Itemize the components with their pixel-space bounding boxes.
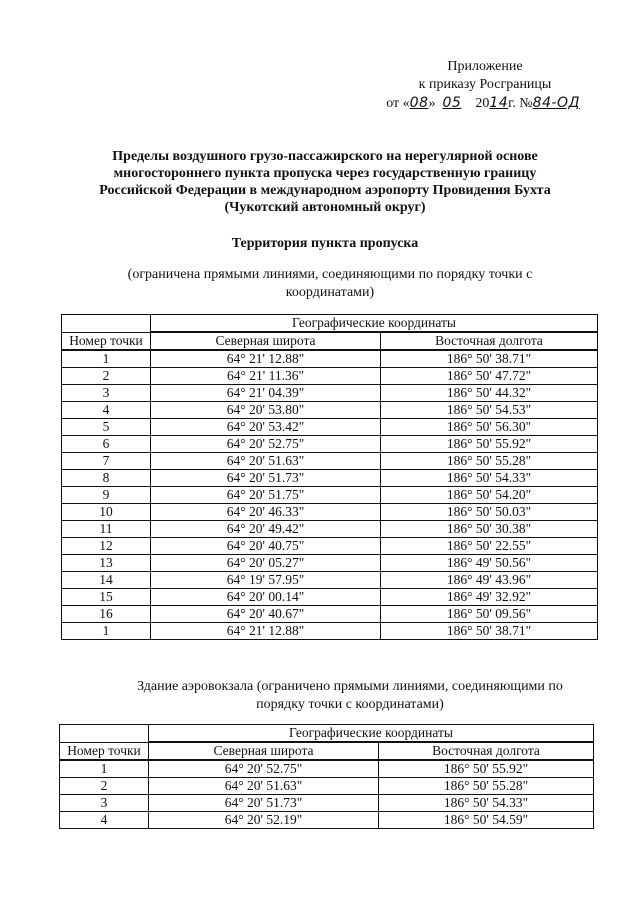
latitude-cell: 64° 20' 00.14" bbox=[151, 589, 381, 606]
longitude-cell: 186° 49' 43.96" bbox=[381, 572, 598, 589]
table-row bbox=[62, 538, 598, 555]
latitude-cell: 64° 19' 57.95" bbox=[151, 572, 381, 589]
territory-note bbox=[95, 266, 565, 302]
latitude-cell: 64° 20' 53.42" bbox=[151, 419, 381, 436]
point-number-cell: 4 bbox=[60, 812, 149, 829]
table-row bbox=[62, 623, 598, 640]
longitude-cell: 186° 50' 22.55" bbox=[381, 538, 598, 555]
longitude-cell: 186° 50' 55.92" bbox=[381, 436, 598, 453]
longitude-cell: 186° 50' 44.32" bbox=[381, 385, 598, 402]
note-line: порядку точки с координатами) bbox=[256, 697, 444, 712]
point-number-cell: 9 bbox=[62, 487, 151, 504]
latitude-cell: 64° 20' 51.73" bbox=[149, 795, 379, 812]
point-number-cell: 1 bbox=[62, 350, 151, 368]
point-number-cell: 5 bbox=[62, 419, 151, 436]
latitude-cell: 64° 20' 05.27" bbox=[151, 555, 381, 572]
handwritten-year: 14 bbox=[489, 95, 509, 111]
date-prefix: от « bbox=[386, 96, 410, 111]
year-prefix: 20 bbox=[475, 96, 490, 111]
column-header-longitude: Восточная долгота bbox=[379, 742, 594, 760]
date-mid: » bbox=[428, 96, 436, 111]
longitude-cell: 186° 50' 30.38" bbox=[381, 521, 598, 538]
latitude-cell: 64° 20' 49.42" bbox=[151, 521, 381, 538]
longitude-cell: 186° 50' 54.53" bbox=[381, 402, 598, 419]
table-row bbox=[62, 350, 598, 368]
point-number-cell: 3 bbox=[62, 385, 151, 402]
appendix-header bbox=[360, 58, 610, 113]
point-number-cell: 15 bbox=[62, 589, 151, 606]
note-line: Здание аэровокзала (ограничено прямыми линиями, соединяющими по bbox=[137, 679, 563, 694]
appendix-order-ref: к приказу Росграницы bbox=[418, 77, 552, 92]
latitude-cell: 64° 20' 40.75" bbox=[151, 538, 381, 555]
table-body bbox=[60, 760, 594, 829]
latitude-cell: 64° 20' 51.73" bbox=[151, 470, 381, 487]
handwritten-month: 05 bbox=[442, 95, 462, 111]
table-row bbox=[62, 504, 598, 521]
table-row bbox=[60, 795, 594, 812]
table-row bbox=[62, 368, 598, 385]
point-number-cell: 2 bbox=[60, 778, 149, 795]
longitude-cell: 186° 50' 54.20" bbox=[381, 487, 598, 504]
column-header-point: Номер точки bbox=[62, 332, 151, 350]
point-number-cell: 10 bbox=[62, 504, 151, 521]
column-header-point: Номер точки bbox=[60, 742, 149, 760]
territory-coordinates-table bbox=[61, 314, 598, 640]
table-row bbox=[62, 402, 598, 419]
note-line: координатами) bbox=[285, 285, 375, 300]
longitude-cell: 186° 50' 55.28" bbox=[381, 453, 598, 470]
table-row bbox=[62, 487, 598, 504]
longitude-cell: 186° 50' 55.28" bbox=[379, 778, 594, 795]
handwritten-day: 08 bbox=[409, 95, 429, 111]
latitude-cell: 64° 20' 52.19" bbox=[149, 812, 379, 829]
latitude-cell: 64° 20' 52.75" bbox=[149, 760, 379, 778]
table-row bbox=[60, 760, 594, 778]
table-row bbox=[62, 589, 598, 606]
point-number-cell: 11 bbox=[62, 521, 151, 538]
note-line: (ограничена прямыми линиями, соединяющими по порядку точки с bbox=[127, 267, 533, 282]
table-corner-cell bbox=[62, 315, 151, 333]
table-row bbox=[62, 572, 598, 589]
table-row bbox=[62, 521, 598, 538]
table-row bbox=[60, 812, 594, 829]
appendix-date-number bbox=[360, 94, 610, 113]
latitude-cell: 64° 20' 52.75" bbox=[151, 436, 381, 453]
title-line: Пределы воздушного грузо-пассажирского на нерегулярной основе bbox=[112, 149, 538, 164]
latitude-cell: 64° 20' 46.33" bbox=[151, 504, 381, 521]
table-row bbox=[62, 606, 598, 623]
longitude-cell: 186° 49' 32.92" bbox=[381, 589, 598, 606]
point-number-cell: 6 bbox=[62, 436, 151, 453]
appendix-label: Приложение bbox=[447, 59, 523, 74]
latitude-cell: 64° 20' 40.67" bbox=[151, 606, 381, 623]
column-header-longitude: Восточная долгота bbox=[381, 332, 598, 350]
document-title bbox=[60, 148, 590, 216]
longitude-cell: 186° 50' 54.33" bbox=[381, 470, 598, 487]
table-corner-cell bbox=[60, 725, 149, 743]
title-line: (Чукотский автономный округ) bbox=[224, 200, 426, 215]
longitude-cell: 186° 49' 50.56" bbox=[381, 555, 598, 572]
point-number-cell: 16 bbox=[62, 606, 151, 623]
table-row bbox=[62, 453, 598, 470]
column-header-latitude: Северная широта bbox=[149, 742, 379, 760]
longitude-cell: 186° 50' 47.72" bbox=[381, 368, 598, 385]
title-line: многостороннего пункта пропуска через государственную границу bbox=[113, 166, 537, 181]
latitude-cell: 64° 21' 12.88" bbox=[151, 350, 381, 368]
longitude-cell: 186° 50' 38.71" bbox=[381, 623, 598, 640]
point-number-cell: 1 bbox=[60, 760, 149, 778]
point-number-cell: 3 bbox=[60, 795, 149, 812]
handwritten-order-number: 84-ОД bbox=[532, 95, 580, 111]
section-subtitle: Территория пункта пропуска bbox=[231, 236, 419, 251]
longitude-cell: 186° 50' 56.30" bbox=[381, 419, 598, 436]
latitude-cell: 64° 21' 12.88" bbox=[151, 623, 381, 640]
point-number-cell: 14 bbox=[62, 572, 151, 589]
table-body bbox=[62, 350, 598, 640]
point-number-cell: 1 bbox=[62, 623, 151, 640]
point-number-cell: 7 bbox=[62, 453, 151, 470]
latitude-cell: 64° 20' 51.75" bbox=[151, 487, 381, 504]
point-number-cell: 8 bbox=[62, 470, 151, 487]
latitude-cell: 64° 20' 53.80" bbox=[151, 402, 381, 419]
longitude-cell: 186° 50' 09.56" bbox=[381, 606, 598, 623]
terminal-coordinates-table bbox=[59, 724, 594, 829]
table-row bbox=[60, 778, 594, 795]
point-number-cell: 2 bbox=[62, 368, 151, 385]
latitude-cell: 64° 20' 51.63" bbox=[149, 778, 379, 795]
table-row bbox=[62, 385, 598, 402]
longitude-cell: 186° 50' 38.71" bbox=[381, 350, 598, 368]
point-number-cell: 13 bbox=[62, 555, 151, 572]
group-header: Географические координаты bbox=[151, 315, 598, 333]
latitude-cell: 64° 20' 51.63" bbox=[151, 453, 381, 470]
point-number-cell: 12 bbox=[62, 538, 151, 555]
terminal-note bbox=[90, 678, 610, 714]
latitude-cell: 64° 21' 11.36" bbox=[151, 368, 381, 385]
longitude-cell: 186° 50' 55.92" bbox=[379, 760, 594, 778]
point-number-cell: 4 bbox=[62, 402, 151, 419]
group-header: Географические координаты bbox=[149, 725, 594, 743]
year-suffix: г. № bbox=[508, 96, 533, 111]
table-row bbox=[62, 419, 598, 436]
latitude-cell: 64° 21' 04.39" bbox=[151, 385, 381, 402]
table-row bbox=[62, 436, 598, 453]
table-row bbox=[62, 470, 598, 487]
table-row bbox=[62, 555, 598, 572]
title-line: Российской Федерации в международном аэропорту Провидения Бухта bbox=[99, 183, 551, 198]
column-header-latitude: Северная широта bbox=[151, 332, 381, 350]
longitude-cell: 186° 50' 54.33" bbox=[379, 795, 594, 812]
longitude-cell: 186° 50' 54.59" bbox=[379, 812, 594, 829]
longitude-cell: 186° 50' 50.03" bbox=[381, 504, 598, 521]
